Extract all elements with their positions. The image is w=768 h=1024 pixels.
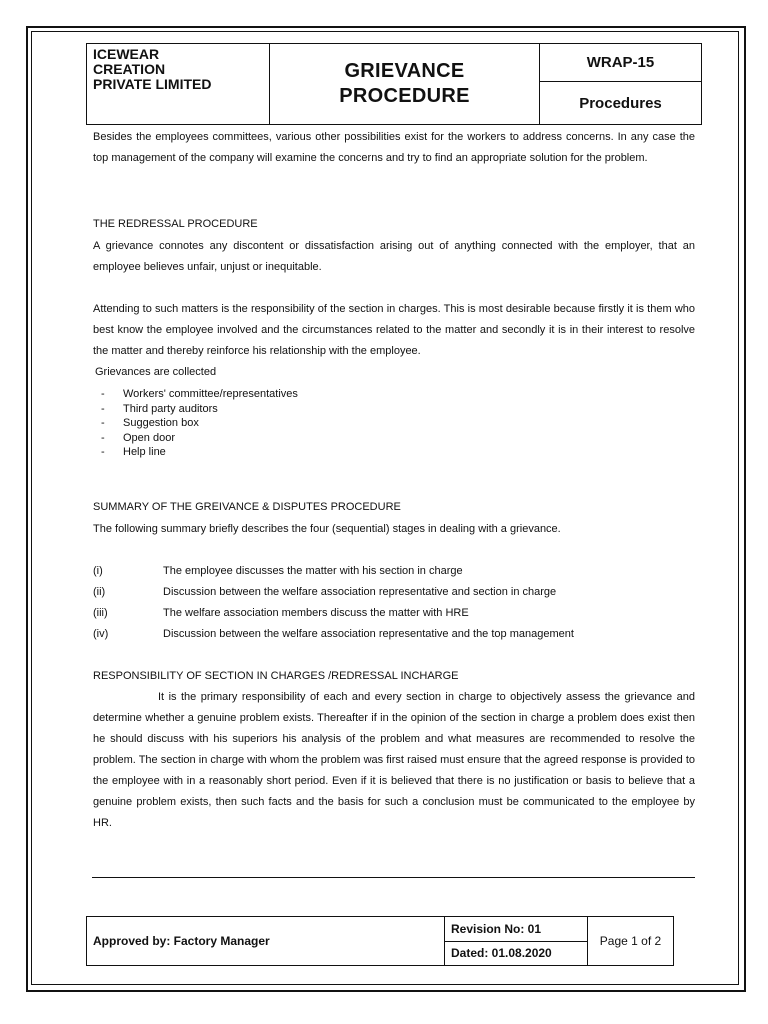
company-line: CREATION (93, 61, 166, 77)
responsibility-heading: RESPONSIBILITY OF SECTION IN CHARGES /REDRESSAL INCHARGE (93, 670, 459, 682)
intro-paragraph: Besides the employees committees, various other possibilities exist for the workers to address concerns. In any case the top management of the company will examine the concerns and try to find an appropriate solution for the problem. (93, 131, 695, 164)
list-item (93, 561, 695, 582)
list-item: - Third party auditors (93, 402, 695, 417)
redressal-paragraph-2: Attending to such matters is the responsibility of the section in charges. This is most desirable because firstly it is them who best know the employee involved and the circumstances related to the matter and secondly it is in their interest to resolve the matter and thereby reinforce his relationship with the employee. (93, 303, 695, 357)
stages-list (93, 561, 695, 645)
document-title (270, 44, 540, 125)
redressal-paragraph-1: A grievance connotes any discontent or dissatisfaction arising out of anything connected with the employer, that an employee believes unfair, unjust or inequitable. (93, 240, 695, 273)
document-header (86, 43, 702, 125)
collected-label: Grievances are collected (95, 366, 217, 378)
document-code: WRAP-15 (540, 44, 702, 82)
stage-number: (i) (93, 565, 103, 577)
summary-heading: SUMMARY OF THE GREIVANCE & DISPUTES PROCEDURE (93, 501, 401, 513)
page-number: Page 1 of 2 (588, 917, 674, 966)
list-item (93, 582, 695, 603)
list-item: - Open door (93, 431, 695, 446)
channels-list (93, 387, 695, 460)
list-item (93, 603, 695, 624)
company-line: PRIVATE LIMITED (93, 76, 212, 92)
footer-divider (92, 877, 695, 878)
redressal-heading: THE REDRESSAL PROCEDURE (93, 218, 258, 230)
list-item: - Workers' committee/representatives (93, 387, 695, 402)
company-name (87, 44, 270, 125)
stage-number: (iv) (93, 628, 109, 640)
stage-number: (ii) (93, 586, 106, 598)
company-line: ICEWEAR (93, 46, 160, 62)
revision-number: Revision No: 01 (445, 917, 588, 942)
document-footer (86, 916, 674, 966)
document-section: Procedures (540, 82, 702, 125)
approved-by: Approved by: Factory Manager (87, 917, 445, 966)
stage-number: (iii) (93, 607, 108, 619)
title-line: PROCEDURE (339, 85, 470, 107)
responsibility-paragraph: It is the primary responsibility of each and every section in charge to objectively assess the grievance and determine whether a genuine problem exists. Thereafter if in the opinion of the section in charge a problem does exist then he should discuss with his superiors his analysis of the problem and what measures are recommended to resolve the problem. The section in charge with whom the problem was first raised must ensure that the agreed response is provided to the employee with in a reasonably short period. Even if it is believed that there is no justification or basis to believe that a genuine problem exists, then such facts and the basis for such a conclusion must be communicated to the employee by HR. (93, 691, 695, 829)
list-item: - Suggestion box (93, 416, 695, 431)
list-item (93, 624, 695, 645)
stage-text: The employee discusses the matter with his section in charge (163, 565, 463, 577)
list-item: - Help line (93, 445, 695, 460)
stage-text: The welfare association members discuss the matter with HRE (163, 607, 469, 619)
stage-text: Discussion between the welfare association representative and the top management (163, 628, 574, 640)
stage-text: Discussion between the welfare association representative and section in charge (163, 586, 557, 598)
date: Dated: 01.08.2020 (445, 941, 588, 966)
title-line: GRIEVANCE (344, 60, 465, 82)
summary-intro: The following summary briefly describes the four (sequential) stages in dealing with a grievance. (93, 523, 561, 535)
